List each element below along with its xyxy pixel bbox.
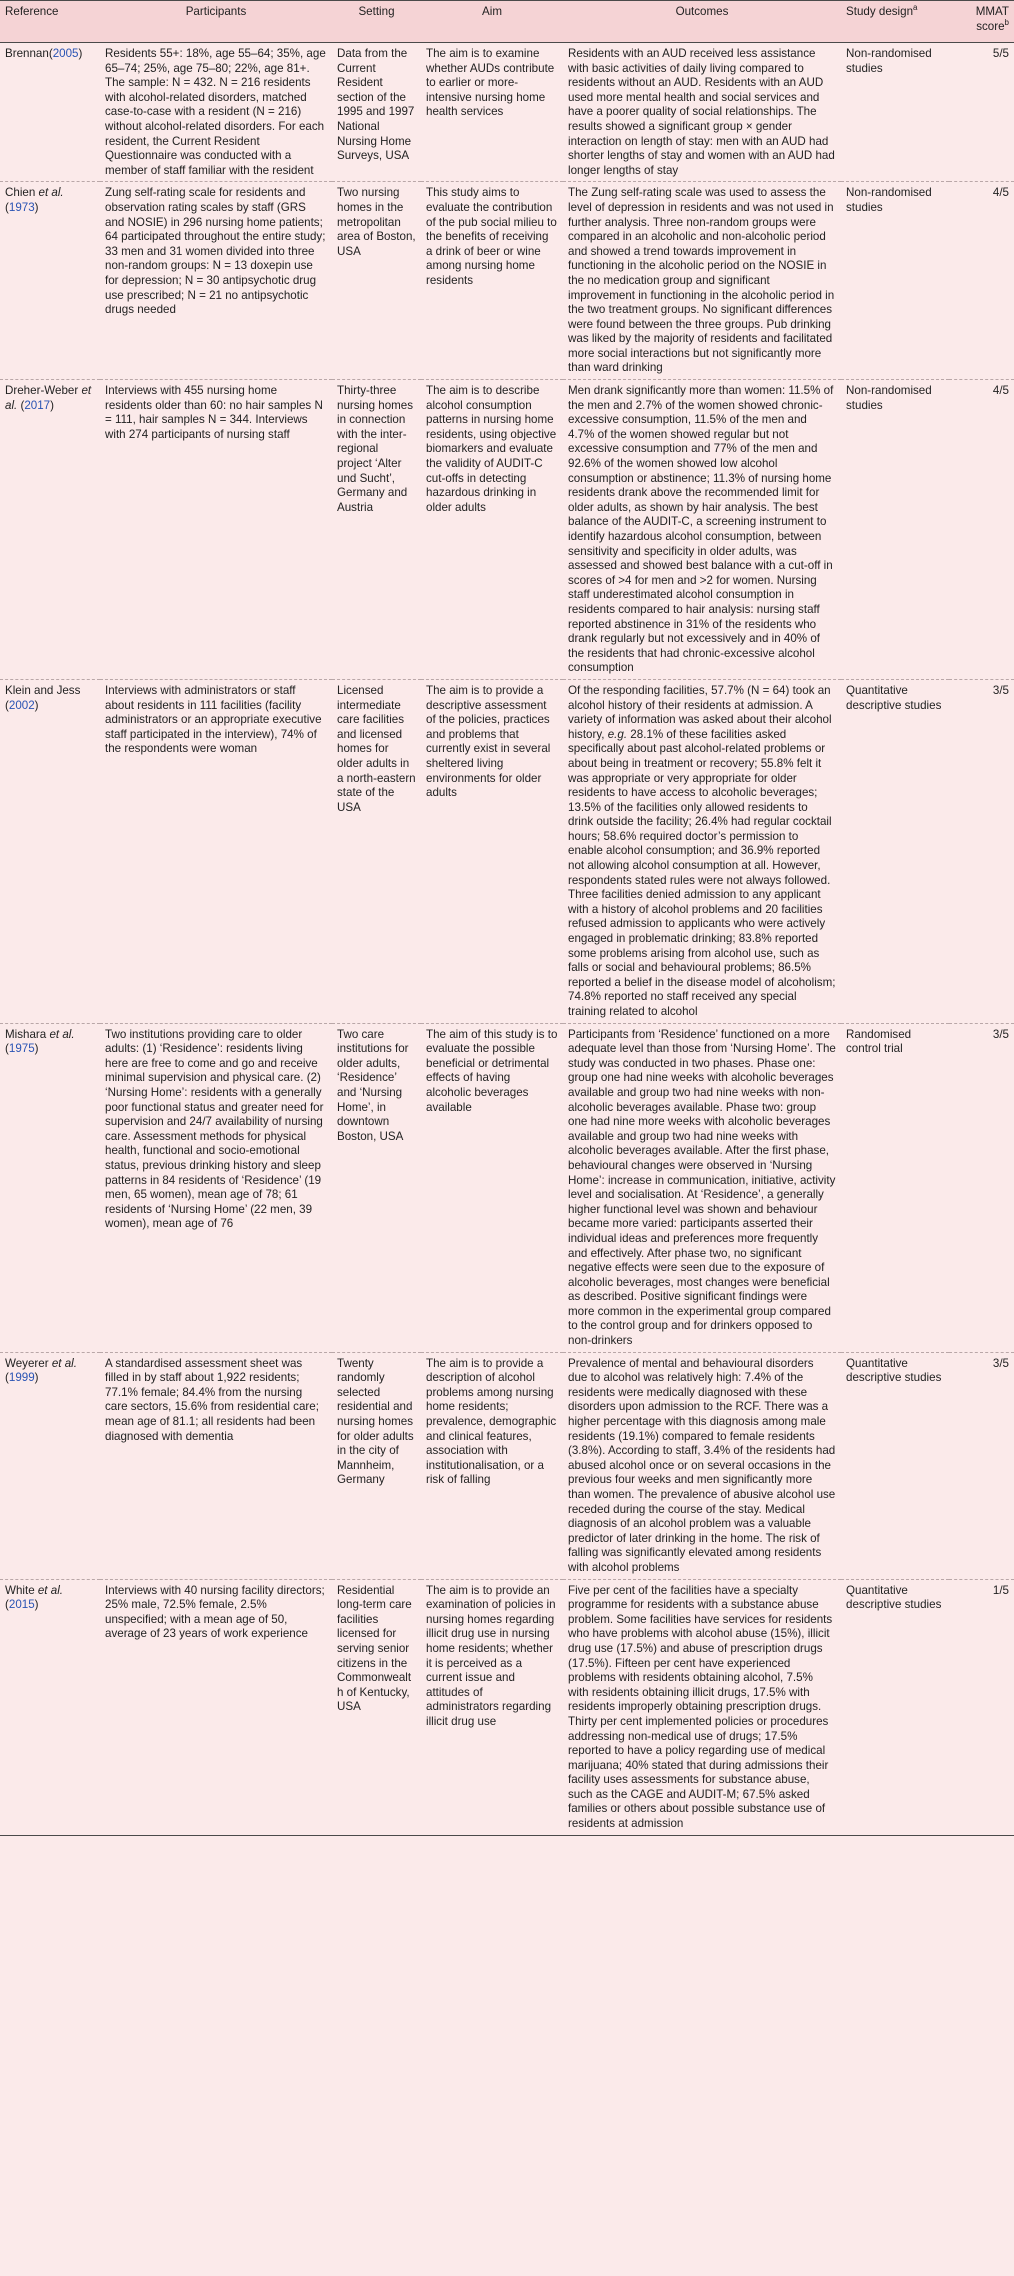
ref-paren: ( bbox=[17, 398, 25, 412]
header-study-design bbox=[841, 1, 949, 43]
table-row bbox=[0, 1579, 1014, 1835]
ref-paren: ( bbox=[5, 1371, 9, 1385]
header-participants-text: Participants bbox=[185, 5, 247, 18]
aim-cell: The aim is to provide a descriptive assessment of the policies, practices and problems that currently exist in several sheltered living environments for older adults bbox=[421, 679, 563, 1023]
header-study-design-text: Study design bbox=[846, 5, 914, 18]
ref-paren: ( bbox=[5, 200, 9, 214]
ref-paren: ) bbox=[34, 1371, 39, 1385]
ref-paren: ) bbox=[50, 398, 55, 412]
design-cell: Quantitative descriptive studies bbox=[841, 1352, 949, 1579]
ref-paren: ) bbox=[34, 698, 39, 712]
aim-cell: The aim is to provide a description of alcohol problems among nursing home residents; prevalence, demographic and clinical features, association with institutionalisation, or a risk of falling bbox=[421, 1352, 563, 1579]
header-outcomes-text: Outcomes bbox=[675, 5, 729, 18]
table-row bbox=[0, 1023, 1014, 1352]
header-mmat-line2: score bbox=[976, 19, 1005, 33]
ref-author: Weyerer bbox=[5, 1356, 52, 1370]
participants-cell: Interviews with 40 nursing facility directors; 25% male, 72.5% female, 2.5% unspecified; with a mean age of 50, average of 23 years of work experience bbox=[100, 1579, 332, 1835]
ref-paren: ) bbox=[34, 1042, 39, 1056]
ref-author: Dreher-Weber bbox=[5, 384, 82, 398]
score-cell: 4/5 bbox=[949, 380, 1014, 680]
setting-cell: Residential long-term care facilities licensed for serving senior citizens in the Commonwealth of Kentucky, USA bbox=[332, 1579, 421, 1835]
aim-cell: The aim of this study is to evaluate the possible beneficial or detrimental effects of having alcoholic beverages available bbox=[421, 1023, 563, 1352]
outcomes-eg: e.g. bbox=[607, 727, 628, 741]
aim-cell: The aim is to describe alcohol consumption patterns in nursing home residents, using objective biomarkers and evaluate the validity of AUDIT-C cut-offs in detecting hazardous drinking in older adults bbox=[421, 380, 563, 680]
header-mmat-footnote: b bbox=[1004, 17, 1009, 27]
header-participants bbox=[100, 1, 332, 43]
table-row bbox=[0, 679, 1014, 1023]
reference-cell bbox=[0, 679, 100, 1023]
design-cell: Non-randomised studies bbox=[841, 43, 949, 182]
setting-cell: Two care institutions for older adults, ‘Residence’ and ‘Nursing Home’, in downtown Boston, USA bbox=[332, 1023, 421, 1352]
score-cell: 3/5 bbox=[949, 1352, 1014, 1579]
participants-cell: Zung self-rating scale for residents and observation rating scales by staff (GRS and NOSIE) in 296 nursing home patients; 64 participated throughout the entire study; 33 men and 31 women divided into three non-random groups: N = 13 doxepin use for depression; N = 30 antipsychotic drug use prescribed; N = 21 no antipsychotic drugs needed bbox=[100, 182, 332, 380]
design-cell: Randomised control trial bbox=[841, 1023, 949, 1352]
setting-cell: Two nursing homes in the metropolitan area of Boston, USA bbox=[332, 182, 421, 380]
ref-paren: ) bbox=[34, 1598, 39, 1612]
outcomes-text: Of the responding facilities, 57.7% (N = 64) took an alcohol history of their residents at admission. A variety of information was asked about their alcohol history, bbox=[568, 683, 832, 741]
ref-paren: ( bbox=[48, 47, 53, 60]
table-row bbox=[0, 43, 1014, 182]
outcomes-cell: The Zung self-rating scale was used to assess the level of depression in residents and was not used in further analysis. Three non-random groups were compared in an alcoholic and non-alcoholic period and showed a trend towards improvement in functioning in the alcoholic period on the NOSIE in the no medication group and significant improvement in functioning in the alcoholic period in the two treatment groups. No significant differences were found between the three groups. Pub drinking was liked by the majority of residents and facilitated more social interactions but not significantly more than ward drinking bbox=[563, 182, 841, 380]
ref-year-link[interactable]: 1999 bbox=[8, 1371, 35, 1385]
aim-cell: This study aims to evaluate the contribution of the pub social milieu to the benefits of receiving a drink of beer or wine among nursing home residents bbox=[421, 182, 563, 380]
ref-author: White bbox=[5, 1583, 38, 1597]
score-cell: 3/5 bbox=[949, 679, 1014, 1023]
reference-cell bbox=[0, 1352, 100, 1579]
header-outcomes bbox=[563, 1, 841, 43]
setting-cell: Data from the Current Resident section of the 1995 and 1997 National Nursing Home Surveys, USA bbox=[332, 43, 421, 182]
participants-cell: Interviews with 455 nursing home residents older than 60: no hair samples N = 111, hair samples N = 344. Interviews with 274 participants of nursing staff bbox=[100, 380, 332, 680]
ref-author: Chien bbox=[5, 186, 39, 200]
participants-cell: Interviews with administrators or staff about residents in 111 facilities (facility administrators or an appropriate executive staff participated in the interview), 74% of the respondents were woman bbox=[100, 679, 332, 1023]
ref-year-link[interactable]: 2015 bbox=[8, 1598, 35, 1612]
ref-etal: et al. bbox=[37, 1583, 63, 1597]
participants-cell: Two institutions providing care to older adults: (1) ‘Residence’: residents living here are free to come and go and receive minimal supervision and physical care. (2) ‘Nursing Home’: residents with a generally poor functional status and greater need for supervision and 24/7 availability of nursing care. Assessment methods for physical health, functional and socio-emotional status, previous drinking history and sleep patterns in 84 residents of ‘Residence’ (19 men, 65 women), mean age of 78; 61 residents of ‘Nursing Home’ (22 men, 39 women), mean age of 76 bbox=[100, 1023, 332, 1352]
outcomes-cell: Participants from ‘Residence’ functioned on a more adequate level than those from ‘Nursing Home’. The study was conducted in two phases. Phase one: group one had nine weeks with alcoholic beverages available and group two had nine weeks with non-alcoholic beverages available. Phase two: group one had nine more weeks with alcoholic beverages available and group two had nine weeks with alcoholic beverages available. After the first phase, behavioural changes were observed in ‘Nursing Home’: increase in communication, initiative, activity level and socialisation. At ‘Residence’, a generally higher functional level was shown and behaviour became more varied: participants asserted their individual ideas and preferences more frequently and effectively. After phase two, no significant negative effects were seen due to the exposure of alcoholic beverages, most changes were beneficial as described. Positive significant findings were more common in the experimental group compared to the control group and for drinkers opposed to non-drinkers bbox=[563, 1023, 841, 1352]
design-cell: Non-randomised studies bbox=[841, 182, 949, 380]
score-cell: 5/5 bbox=[949, 43, 1014, 182]
ref-year-link[interactable]: 1975 bbox=[8, 1042, 35, 1056]
outcomes-cell: Five per cent of the facilities have a specialty programme for residents with a substance abuse problem. Some facilities have services for residents who have problems with alcohol abuse (15%), illicit drug use (17.5%) and abuse of prescription drugs (17.5%). Fifteen per cent have experienced problems with residents obtaining alcohol, 7.5% with residents obtaining illicit drugs, 17.5% with residents improperly obtaining prescription drugs. Thirty per cent implemented policies or procedures addressing non-medical use of drugs; 17.5% reported to have a policy regarding use of medical marijuana; 40% stated that during admissions their facility uses assessments for substance abuse, such as the CAGE and AUDIT-M; 67.5% asked families or others about possible substance use of residents at admission bbox=[563, 1579, 841, 1835]
ref-author: Brennan bbox=[5, 47, 49, 60]
ref-etal: et al. bbox=[38, 186, 64, 200]
aim-cell: The aim is to examine whether AUDs contribute to earlier or more-intensive nursing home health services bbox=[421, 43, 563, 182]
ref-paren: ( bbox=[5, 1598, 9, 1612]
ref-paren: ) bbox=[78, 47, 83, 60]
participants-cell: Residents 55+: 18%, age 55–64; 35%, age 65–74; 25%, age 75–80; 22%, age 81+. The sample: N = 432. N = 216 residents with alcohol-related disorders, matched case-to-case with a resident (N = 216) without alcohol-related disorders. For each resident, the Current Resident Questionnaire was conducted with a member of staff familiar with the resident bbox=[100, 43, 332, 182]
score-cell: 4/5 bbox=[949, 182, 1014, 380]
header-setting bbox=[332, 1, 421, 43]
reference-cell bbox=[0, 43, 100, 182]
header-aim bbox=[421, 1, 563, 43]
header-setting-text: Setting bbox=[358, 5, 395, 18]
table-row bbox=[0, 380, 1014, 680]
ref-paren: ) bbox=[34, 200, 39, 214]
design-cell: Quantitative descriptive studies bbox=[841, 1579, 949, 1835]
setting-cell: Thirty-three nursing homes in connection with the inter-regional project ‘Alter und Sucht’, Germany and Austria bbox=[332, 380, 421, 680]
ref-year-link[interactable]: 2002 bbox=[8, 698, 35, 712]
setting-cell: Licensed intermediate care facilities and licensed homes for older adults in a north-eastern state of the USA bbox=[332, 679, 421, 1023]
ref-year-link[interactable]: 2005 bbox=[52, 47, 79, 60]
header-reference bbox=[0, 1, 100, 43]
outcomes-cell: Men drank significantly more than women: 11.5% of the men and 2.7% of the women showed chronic-excessive consumption, 11.5% of the men and 4.7% of the women showed regular but not excessive consumption and 77% of the men and 92.6% of the women showed low alcohol consumption or abstinence; 11.3% of nursing home residents drank above the recommended limit for older adults, as shown by hair analysis. The best balance of the AUDIT-C, a screening instrument to identify hazardous alcohol consumption, between sensitivity and specificity in older adults, was assessed and showed best balance with a cut-off in scores of >4 for men and >2 for women. Nursing staff underestimated alcohol consumption in residents compared to hair analysis: nursing staff reported abstinence in 31% of the residents who drank regularly but not excessively and in 40% of the residents that had chronic-excessive alcohol consumption bbox=[563, 380, 841, 680]
header-aim-text: Aim bbox=[482, 5, 502, 18]
ref-etal: et al. bbox=[49, 1027, 75, 1041]
ref-year-link[interactable]: 1973 bbox=[8, 200, 35, 214]
ref-year-link[interactable]: 2017 bbox=[24, 398, 51, 412]
setting-cell: Twenty randomly selected residential and nursing homes for older adults in the city of Mannheim, Germany bbox=[332, 1352, 421, 1579]
design-cell: Quantitative descriptive studies bbox=[841, 679, 949, 1023]
ref-etal: et al. bbox=[51, 1356, 77, 1370]
table-row bbox=[0, 182, 1014, 380]
score-cell: 1/5 bbox=[949, 1579, 1014, 1835]
outcomes-text: 28.1% of these facilities asked specifically about past alcohol-related problems or about being in treatment or recovery; 55.8% felt it was appropriate or very appropriate for older residents to have access to alcoholic beverages; 13.5% of the facilities only allowed residents to drink outside the facility; 26.4% had regular cocktail hours; 58.6% required doctor’s permission to enable alcohol consumption; and 36.9% reported not allowing alcohol consumption at all. However, respondents stated rules were not always followed. Three facilities denied admission to any applicant with a history of alcohol problems and 20 facilities refused admission to applicants who were actively engaged in problematic drinking; 83.8% reported some problems arising from alcohol use, such as falls or social and behavioural problems; 86.5% reported a belief in the disease model of alcoholism; 74.8% reported no staff received any special training related to alcohol bbox=[568, 727, 836, 1018]
ref-etal: et al. bbox=[5, 384, 92, 412]
header-mmat-line1: MMAT bbox=[975, 5, 1009, 18]
outcomes-cell: Prevalence of mental and behavioural disorders due to alcohol was relatively high: 7.4% of the residents were medically diagnosed with these disorders upon admission to the RCF. There was a higher percentage with this diagnosis among male residents (19.1%) compared to female residents (3.8%). According to staff, 3.4% of the residents had abused alcohol once or on several occasions in the previous four weeks and men significantly more than women. The prevalence of abusive alcohol use receded during the course of the stay. Medical diagnosis of an alcohol problem was a valuable predictor of later drinking in the home. The risk of falling was significantly elevated among residents with alcohol problems bbox=[563, 1352, 841, 1579]
outcomes-cell: Residents with an AUD received less assistance with basic activities of daily living compared to residents without an AUD. Residents with an AUD used more mental health and social services and have a poorer quality of social relationships. The results showed a significant group × gender interaction on length of stay: men with an AUD had shorter lengths of stay and women with an AUD had longer lengths of stay bbox=[563, 43, 841, 182]
ref-author: Klein and Jess bbox=[5, 683, 81, 697]
outcomes-cell bbox=[563, 679, 841, 1023]
ref-author: Mishara bbox=[5, 1027, 50, 1041]
design-cell: Non-randomised studies bbox=[841, 380, 949, 680]
table-row bbox=[0, 1352, 1014, 1579]
ref-paren: ( bbox=[5, 698, 9, 712]
reference-cell bbox=[0, 1023, 100, 1352]
aim-cell: The aim is to provide an examination of policies in nursing homes regarding illicit drug use in nursing home residents; whether it is perceived as a current issue and attitudes of administrators regarding illicit drug use bbox=[421, 1579, 563, 1835]
header-reference-text: Reference bbox=[5, 5, 59, 18]
ref-paren: ( bbox=[5, 1042, 9, 1056]
reference-cell bbox=[0, 380, 100, 680]
header-study-design-footnote: a bbox=[913, 3, 918, 13]
reference-cell bbox=[0, 182, 100, 380]
participants-cell: A standardised assessment sheet was filled in by staff about 1,922 residents; 77.1% female; 84.4% from the nursing care sectors, 15.6% from residential care; mean age of 81.1; all residents had been diagnosed with dementia bbox=[100, 1352, 332, 1579]
header-mmat-score bbox=[949, 1, 1014, 43]
reference-cell bbox=[0, 1579, 100, 1835]
table-header bbox=[0, 1, 1014, 43]
score-cell: 3/5 bbox=[949, 1023, 1014, 1352]
